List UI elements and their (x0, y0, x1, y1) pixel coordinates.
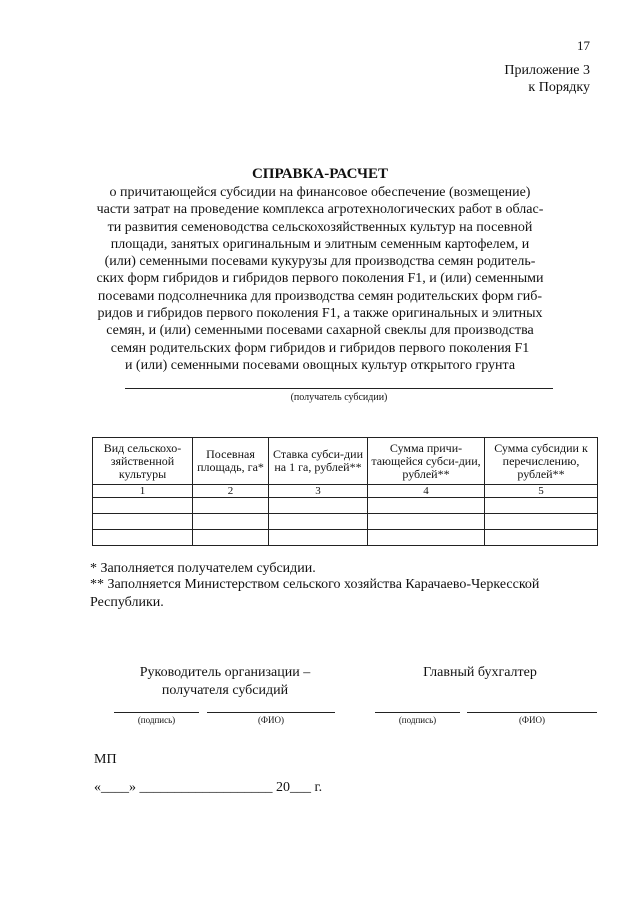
appendix-reference (420, 62, 590, 96)
appendix-line-2: к Порядку (528, 80, 590, 95)
chief-accountant-label: Главный бухгалтер (423, 665, 537, 680)
appendix-line-1: Приложение 3 (504, 63, 590, 78)
table-cell[interactable] (368, 498, 485, 514)
calculation-table (92, 437, 598, 546)
accountant-signature-line[interactable] (375, 712, 460, 713)
table-cell[interactable] (193, 530, 269, 546)
subject-line: ских форм гибридов и гибридов первого поколения F1, и (или) семенными (96, 271, 544, 287)
subject-line: части затрат на проведение комплекса агротехнологических работ в облас- (96, 202, 544, 218)
column-number: 2 (193, 485, 269, 498)
head-signature-line[interactable] (114, 712, 199, 713)
header-subsidy-due: Сумма причи-тающейся субси-дии, рублей** (368, 438, 485, 485)
table-cell[interactable] (193, 498, 269, 514)
head-of-organization-label (100, 664, 350, 700)
subject-line: (или) семенными посевами кукурузы для производства семян родитель- (104, 254, 536, 270)
footnote-2 (90, 576, 600, 612)
head-label-line-2: получателя субсидий (161, 683, 289, 698)
footnote-1: * Заполняется получателем субсидии. (90, 561, 316, 576)
table-cell[interactable] (485, 514, 598, 530)
table-cell[interactable] (93, 498, 193, 514)
column-number: 4 (368, 485, 485, 498)
footnote-2-line-2: Республики. (90, 595, 164, 610)
head-signature-caption: (подпись) (137, 715, 176, 725)
table-cell[interactable] (485, 498, 598, 514)
table-header-row (93, 438, 598, 485)
recipient-fill-line[interactable] (125, 388, 553, 389)
subject-line: семян родительских форм гибридов и гибридов первого поколения F1 (110, 340, 530, 356)
subject-line: ридов и гибридов первого поколения F1, а также оригинальных и элитных (97, 306, 543, 322)
accountant-name-line[interactable] (467, 712, 597, 713)
document-subject (50, 184, 590, 374)
stamp-place: МП (94, 752, 117, 767)
header-rate-per-ha: Ставка субси-дии на 1 га, рублей** (269, 438, 368, 485)
table-cell[interactable] (269, 530, 368, 546)
subject-line: о причитающейся субсидии на финансовое обеспечение (возмещение) (109, 185, 531, 200)
accountant-name-caption: (ФИО) (518, 715, 546, 725)
accountant-signature-caption: (подпись) (398, 715, 437, 725)
column-number: 1 (93, 485, 193, 498)
page-number: 17 (577, 38, 590, 53)
column-number: 5 (485, 485, 598, 498)
table-cell[interactable] (368, 514, 485, 530)
subject-line: площади, занятых оригинальным и элитным семенным картофелем, и (110, 236, 530, 252)
table-cell[interactable] (269, 498, 368, 514)
head-name-caption: (ФИО) (257, 715, 285, 725)
header-crop-type: Вид сельскохо-зяйственной культуры (93, 438, 193, 485)
head-label-line-1: Руководитель организации – (139, 665, 311, 680)
date-line[interactable]: «____» ___________________ 20___ г. (94, 780, 323, 795)
subject-line: ти развития семеноводства сельскохозяйственных культур на посевной (107, 219, 533, 235)
table-cell[interactable] (93, 514, 193, 530)
table-column-numbers (93, 485, 598, 498)
header-sown-area: Посевная площадь, га* (193, 438, 269, 485)
header-subsidy-transfer: Сумма субсидии к перечислению, рублей** (485, 438, 598, 485)
recipient-caption: (получатель субсидии) (290, 392, 388, 403)
subject-line: и (или) семенными посевами овощных культур открытого грунта (124, 357, 516, 373)
table-row (93, 530, 598, 546)
table-cell[interactable] (269, 514, 368, 530)
subject-line: семян, и (или) семенными посевами сахарной свеклы для производства (106, 323, 534, 339)
table-row (93, 498, 598, 514)
table-cell[interactable] (93, 530, 193, 546)
table-cell[interactable] (193, 514, 269, 530)
column-number: 3 (269, 485, 368, 498)
footnote-2-line-1: ** Заполняется Министерством сельского хозяйства Карачаево-Черкесской (90, 577, 540, 592)
head-name-line[interactable] (207, 712, 335, 713)
document-title: СПРАВКА-РАСЧЕТ (251, 166, 389, 182)
table-row (93, 514, 598, 530)
table-cell[interactable] (368, 530, 485, 546)
table-cell[interactable] (485, 530, 598, 546)
subject-line: посевами подсолнечника для производства семян родительских форм гиб- (97, 288, 543, 304)
